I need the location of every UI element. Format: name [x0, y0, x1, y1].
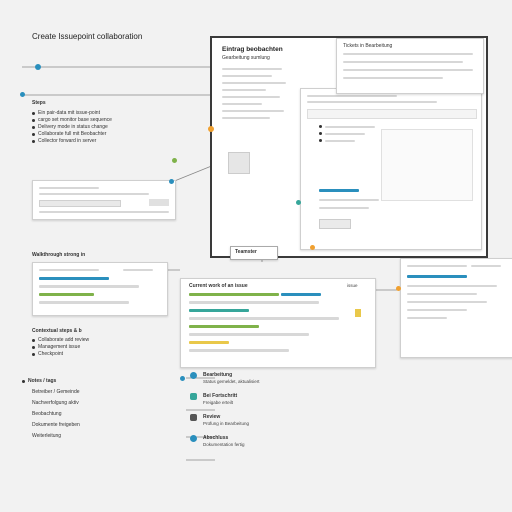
- teamster-callout: Teamster: [230, 246, 278, 260]
- bullet-icon: [32, 119, 35, 122]
- list-item: Checkpoint: [32, 351, 192, 358]
- status-icon: [190, 414, 197, 421]
- field-button[interactable]: [149, 199, 169, 206]
- form-panel: [32, 180, 176, 220]
- legend-item: Bearbeitung Status gemeldet, aktualisiert: [190, 372, 390, 385]
- center-table: [180, 278, 376, 368]
- accent-dot: [180, 376, 185, 381]
- inner-window: [300, 88, 482, 250]
- context-section: [32, 328, 192, 358]
- list-item: Beobachtung: [32, 411, 62, 417]
- accent-dot: [296, 200, 301, 205]
- top-right-card: [336, 38, 484, 94]
- marker-dot: [35, 64, 41, 70]
- detail-pane: [381, 129, 473, 201]
- main-window-title: Eintrag beobachten: [222, 46, 283, 53]
- bullet-icon: [22, 380, 25, 383]
- bullet-icon: [32, 346, 35, 349]
- context-heading: Contextual steps & b: [32, 328, 82, 334]
- list-item: Weiterleitung: [32, 433, 62, 439]
- bullet-icon: [32, 353, 35, 356]
- marker-dot: [20, 92, 25, 97]
- bullet-icon: [32, 112, 35, 115]
- thumbnail-image: [228, 152, 250, 174]
- list-item: Collaborate full mit Beobachter: [32, 131, 192, 138]
- left-column: [222, 68, 292, 124]
- bullet-icon: [32, 133, 35, 136]
- status-icon: [190, 435, 197, 442]
- right-card: [400, 258, 512, 358]
- main-window-subtitle: Gearbeitung sumlung: [222, 55, 270, 61]
- bullet-icon: [32, 140, 35, 143]
- list-item: Dokumente freigeben: [32, 422, 80, 428]
- walkthrough-panel: [32, 262, 168, 316]
- center-table-tag: issue: [347, 283, 358, 288]
- steps-heading: Steps: [32, 100, 46, 106]
- status-icon: [190, 372, 197, 379]
- accent-dot: [172, 158, 177, 163]
- legend-item: Abschluss Dokumentation fertig: [190, 435, 390, 448]
- marker-dot: [169, 179, 174, 184]
- toolbar: [307, 109, 477, 119]
- inner-list: [319, 125, 375, 146]
- bullet-icon: [32, 339, 35, 342]
- walkthrough-heading: Walkthrough strong in: [32, 252, 86, 258]
- top-right-card-title: Tickets in Bearbeitung: [343, 43, 393, 49]
- accent-dot: [310, 245, 315, 250]
- page-title: Create Issuepoint collaboration: [32, 32, 143, 41]
- notes-section: [22, 378, 192, 444]
- accent-dot: [396, 286, 401, 291]
- steps-section: [32, 100, 192, 145]
- bullet-icon: [32, 126, 35, 129]
- marker-badge: [355, 309, 361, 317]
- list-item: Management issue: [32, 344, 192, 351]
- text-field[interactable]: [39, 200, 121, 207]
- list-item: Collector forward in server: [32, 138, 192, 145]
- list-item: Delivery mode in status change: [32, 124, 192, 131]
- list-item: Nachverfolgung aktiv: [32, 400, 79, 406]
- inner-button[interactable]: [319, 219, 351, 229]
- list-item: Ein pair-data mit issue-point: [32, 110, 192, 117]
- legend-item: Review Prüfung in Bearbeitung: [190, 414, 390, 427]
- notes-heading: Notes / tags: [28, 378, 57, 384]
- list-item: Betreiber / Gemeinde: [32, 389, 80, 395]
- list-item: Collaborate add review: [32, 337, 192, 344]
- accent-dot: [208, 126, 214, 132]
- status-icon: [190, 393, 197, 400]
- list-item: cargo set monitor base sequence: [32, 117, 192, 124]
- legend-item: Bei Fortschritt Freigabe erteilt: [190, 393, 390, 406]
- center-table-title: Current work of an issue: [189, 283, 248, 289]
- legend: [190, 372, 390, 456]
